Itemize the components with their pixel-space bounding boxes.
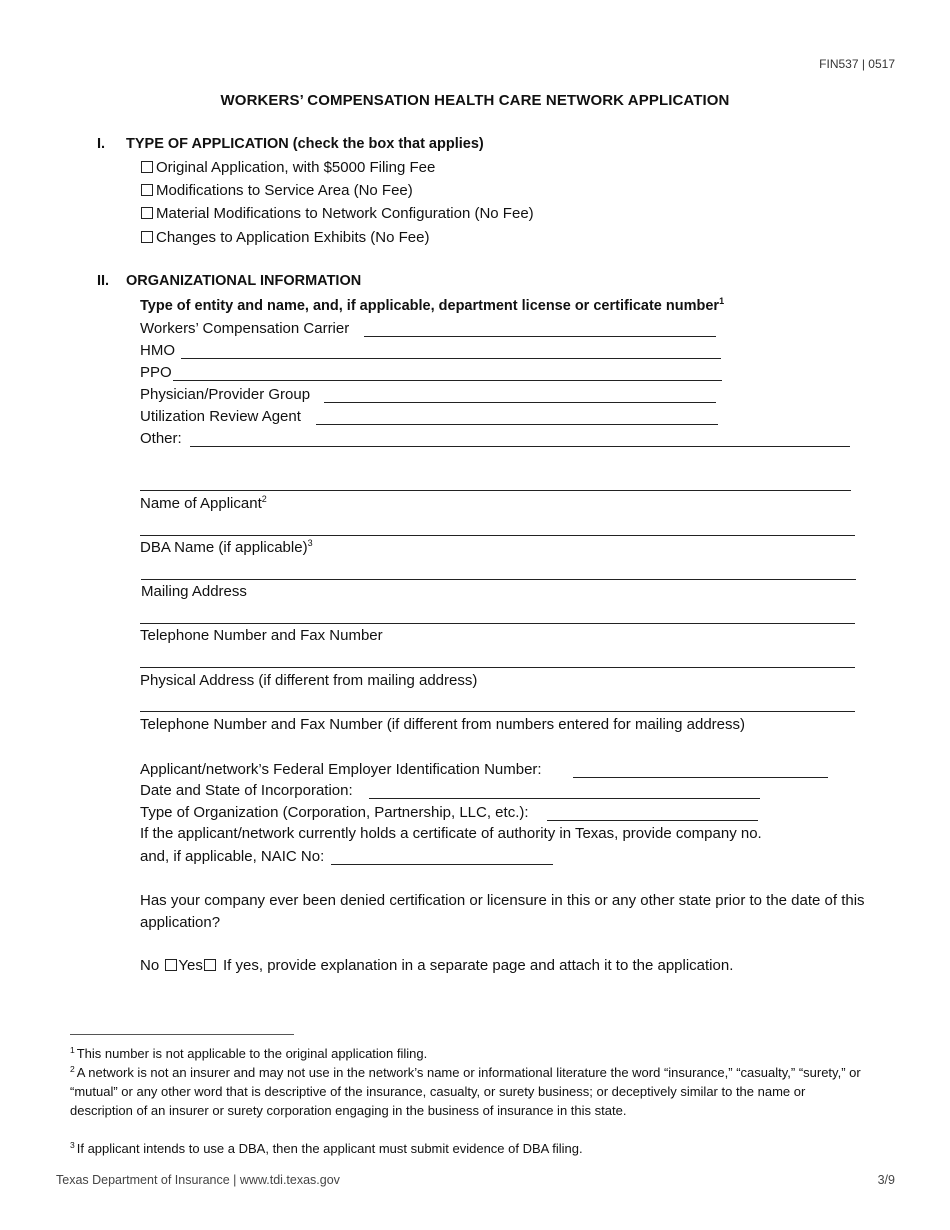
option-network-configuration[interactable] bbox=[141, 204, 534, 224]
denied-question: Has your company ever been denied certification or licensure in this or any other state prior to the date of this application? bbox=[140, 892, 865, 931]
field-naic[interactable] bbox=[140, 847, 555, 867]
option-label: Material Modifications to Network Configuration (No Fee) bbox=[156, 205, 534, 222]
section-1-title: TYPE OF APPLICATION (check the box that applies) bbox=[126, 136, 484, 152]
yes-no-row bbox=[140, 957, 733, 974]
field-label: Workers’ Compensation Carrier bbox=[140, 320, 350, 337]
form-code: FIN537 | 0517 bbox=[819, 57, 895, 71]
underline-input[interactable] bbox=[181, 358, 721, 359]
underline-input[interactable] bbox=[364, 336, 716, 337]
field-label: Type of Organization (Corporation, Partnership, LLC, etc.): bbox=[140, 804, 529, 821]
certificate-text: If the applicant/network currently holds a certificate of authority in Texas, provide company no. bbox=[140, 825, 762, 842]
field-label: HMO bbox=[140, 342, 175, 359]
underline-input[interactable] bbox=[190, 446, 850, 447]
name-of-applicant-label: Name of Applicant$^2$ bbox=[140, 494, 267, 512]
footnote-mark: 3 bbox=[70, 1140, 75, 1150]
footnote-text: If applicant intends to use a DBA, then the applicant must submit evidence of DBA filing. bbox=[76, 1141, 583, 1156]
field-label: Date and State of Incorporation: bbox=[140, 782, 353, 799]
page-title: WORKERS’ COMPENSATION HEALTH CARE NETWORK APPLICATION bbox=[220, 92, 730, 109]
field-label: Utilization Review Agent bbox=[140, 408, 301, 425]
no-label: No bbox=[140, 957, 160, 974]
dba-name-line[interactable] bbox=[140, 535, 855, 536]
field-provider-group[interactable] bbox=[140, 385, 720, 405]
footnote-ref-1: 1 bbox=[719, 296, 725, 306]
footnote-ref-3: 3 bbox=[307, 538, 313, 548]
option-label: Modifications to Service Area (No Fee) bbox=[156, 182, 413, 199]
field-org-type[interactable] bbox=[140, 803, 760, 823]
field-other[interactable] bbox=[140, 429, 852, 449]
section-2-title: ORGANIZATIONAL INFORMATION bbox=[126, 273, 362, 289]
yes-checkbox[interactable] bbox=[204, 959, 216, 971]
field-hmo[interactable] bbox=[140, 341, 725, 361]
field-ppo[interactable] bbox=[140, 363, 725, 383]
field-label: Physician/Provider Group bbox=[140, 386, 311, 403]
entity-prompt: Type of entity and name, and, if applicable, department license or certificate number$^1$ bbox=[140, 296, 725, 314]
footnote-mark: 1 bbox=[70, 1045, 75, 1055]
field-wc-carrier[interactable] bbox=[140, 319, 720, 339]
applicant-name-line[interactable] bbox=[140, 490, 851, 491]
footnote-2 bbox=[70, 1063, 865, 1120]
underline-input[interactable] bbox=[369, 798, 760, 799]
section-2-number: II. bbox=[97, 273, 110, 289]
option-original-application[interactable] bbox=[141, 158, 435, 178]
telephone-fax-label: Telephone Number and Fax Number bbox=[140, 627, 383, 644]
checkbox[interactable] bbox=[141, 184, 153, 196]
section-2-heading bbox=[97, 273, 361, 289]
section-1-heading bbox=[97, 136, 484, 152]
field-fein[interactable] bbox=[140, 760, 830, 780]
yes-label: Yes bbox=[178, 957, 203, 974]
telephone-fax-line[interactable] bbox=[140, 623, 855, 624]
underline-input[interactable] bbox=[173, 380, 722, 381]
field-incorporation[interactable] bbox=[140, 781, 762, 801]
footer-agency: Texas Department of Insurance | www.tdi.texas.gov bbox=[56, 1173, 340, 1187]
option-application-exhibits[interactable] bbox=[141, 228, 429, 248]
option-label: Original Application, with $5000 Filing Fee bbox=[156, 159, 436, 176]
footnote-1 bbox=[70, 1044, 870, 1063]
underline-input[interactable] bbox=[547, 820, 758, 821]
option-label: Changes to Application Exhibits (No Fee) bbox=[156, 229, 430, 246]
footnote-ref-2: 2 bbox=[261, 494, 267, 504]
telephone-fax-alt-label: Telephone Number and Fax Number (if different from numbers entered for mailing address) bbox=[140, 716, 746, 733]
footnote-text: This number is not applicable to the original application filing. bbox=[76, 1046, 428, 1061]
no-checkbox[interactable] bbox=[165, 959, 177, 971]
underline-input[interactable] bbox=[316, 424, 718, 425]
checkbox[interactable] bbox=[141, 231, 153, 243]
field-label: and, if applicable, NAIC No: bbox=[140, 848, 325, 865]
footnote-separator bbox=[70, 1034, 294, 1035]
footnote-mark: 2 bbox=[70, 1064, 75, 1074]
physical-address-label: Physical Address (if different from mailing address) bbox=[140, 672, 478, 689]
page-number: 3/9 bbox=[877, 1173, 895, 1187]
field-label: Other: bbox=[140, 430, 182, 447]
field-ura[interactable] bbox=[140, 407, 720, 427]
physical-address-line[interactable] bbox=[140, 667, 855, 668]
underline-input[interactable] bbox=[573, 777, 828, 778]
footnote-3 bbox=[70, 1139, 870, 1158]
field-label: PPO bbox=[140, 364, 172, 381]
mailing-address-line[interactable] bbox=[141, 579, 856, 580]
mailing-address-label: Mailing Address bbox=[141, 583, 247, 600]
option-service-area[interactable] bbox=[141, 181, 413, 201]
underline-input[interactable] bbox=[324, 402, 716, 403]
footnote-text: A network is not an insurer and may not use in the network’s name or informational literature the word “insurance,” “casualty,” “surety,” or “mutual” or any other word that is descriptive of the insurance, casualty, or surety business; or deceptively similar to the name or description of an insurer or surety corporation engaging in the business of insurance in this state. bbox=[70, 1065, 861, 1118]
yes-instruction: If yes, provide explanation in a separate page and attach it to the application. bbox=[223, 957, 734, 974]
field-label: Applicant/network’s Federal Employer Identification Number: bbox=[140, 761, 542, 778]
checkbox[interactable] bbox=[141, 207, 153, 219]
section-1-number: I. bbox=[97, 136, 106, 152]
underline-input[interactable] bbox=[331, 864, 553, 865]
telephone-fax-alt-line[interactable] bbox=[140, 711, 855, 712]
dba-name-label: DBA Name (if applicable)$^3$ bbox=[140, 538, 313, 556]
checkbox[interactable] bbox=[141, 161, 153, 173]
